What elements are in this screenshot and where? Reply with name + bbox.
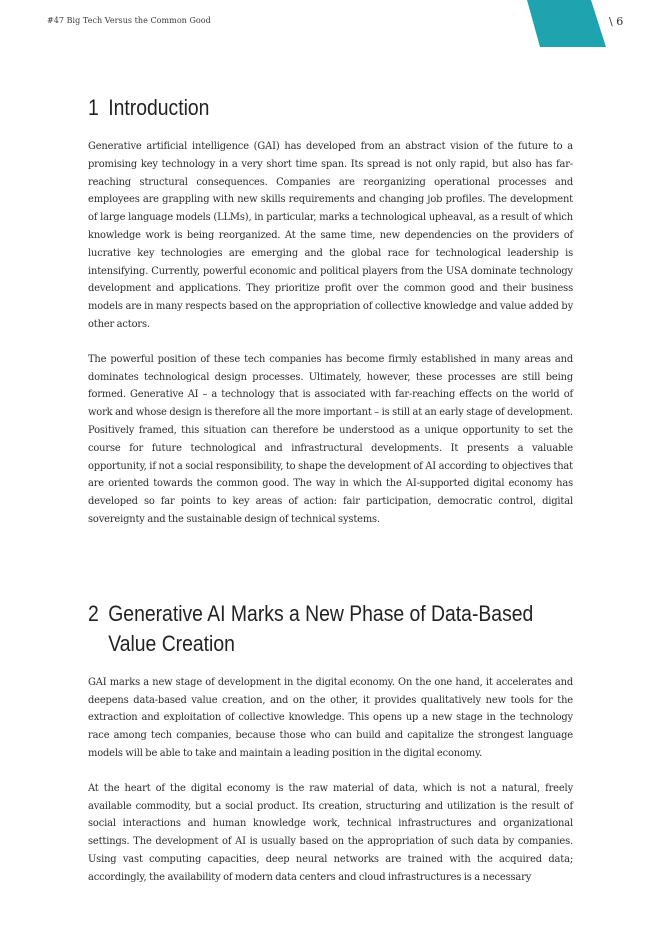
section-heading-generative-ai <box>88 599 570 659</box>
section-number: 2 <box>88 600 99 626</box>
paragraph: The powerful position of these tech companies has become firmly established in many areas and dominates technological design processes. Ultimately, however, these processes are still being formed. Generative AI – a technology that is associated with far-reaching effects on the world of work and whose design is therefore all the more important – is still at an early stage of development. Positively framed, this situation can therefore be understood as a unique opportunity to set the course for future technological and infrastructural developments. It presents a valuable opportunity, if not a social responsibility, to shape the development of AI according to objectives that are oriented towards the common good. The way in which the AI-supported digital economy has developed so far points to key areas of action: fair participation, democratic control, digital sovereignty and the sustainable design of technical systems. <box>88 353 573 525</box>
section-number: 1 <box>88 95 99 120</box>
section-title: Generative AI Marks a New Phase of Data-Based Value Creation <box>108 600 534 656</box>
document-body <box>88 93 573 904</box>
paragraph: At the heart of the digital economy is the raw material of data, which is not a natural, freely available commodity, but a social product. Its creation, structuring and utilization is the result of social interactions and human knowledge work, technical infrastructures and organizational settings. The development of AI is usually based on the appropriation of such data by companies. Using vast computing capacities, deep neural networks are trained with the acquired data; accordingly, the availability of modern data centers and cloud infrastructures is a necessary <box>88 782 573 883</box>
paragraph: Generative artificial intelligence (GAI) has developed from an abstract vision of the future to a promising key technology in a very short time span. Its spread is not only rapid, but also has far-reaching structural consequences. Companies are reorganizing operational processes and employees are grappling with new skills requirements and changing job profiles. The development of large language models (LLMs), in particular, marks a technological upheaval, as a result of which knowledge work is being reorganized. At the same time, new dependencies on the providers of lucrative key technologies are emerging and the global race for technological leadership is intensifying. Currently, powerful economic and political players from the USA dominate technology development and applications. They prioritize profit over the common good and their business models are in many respects based on the appropriation of collective knowledge and value added by other actors. <box>88 141 573 330</box>
page-number: \ 6 <box>609 15 624 28</box>
section-title: Introduction <box>108 95 210 120</box>
running-title: #47 Big Tech Versus the Common Good <box>47 16 211 25</box>
paragraph: GAI marks a new stage of development in the digital economy. On the one hand, it accelerates and deepens data-based value creation, and on the other, it provides qualitatively new tools for the extraction and exploitation of collective knowledge. This opens up a new stage in the technology race among tech companies, because those who can build and capitalize the strongest language models will be able to take and maintain a leading position in the digital economy. <box>88 676 573 759</box>
section-heading-introduction <box>88 93 570 123</box>
header-accent-shape <box>527 0 607 47</box>
